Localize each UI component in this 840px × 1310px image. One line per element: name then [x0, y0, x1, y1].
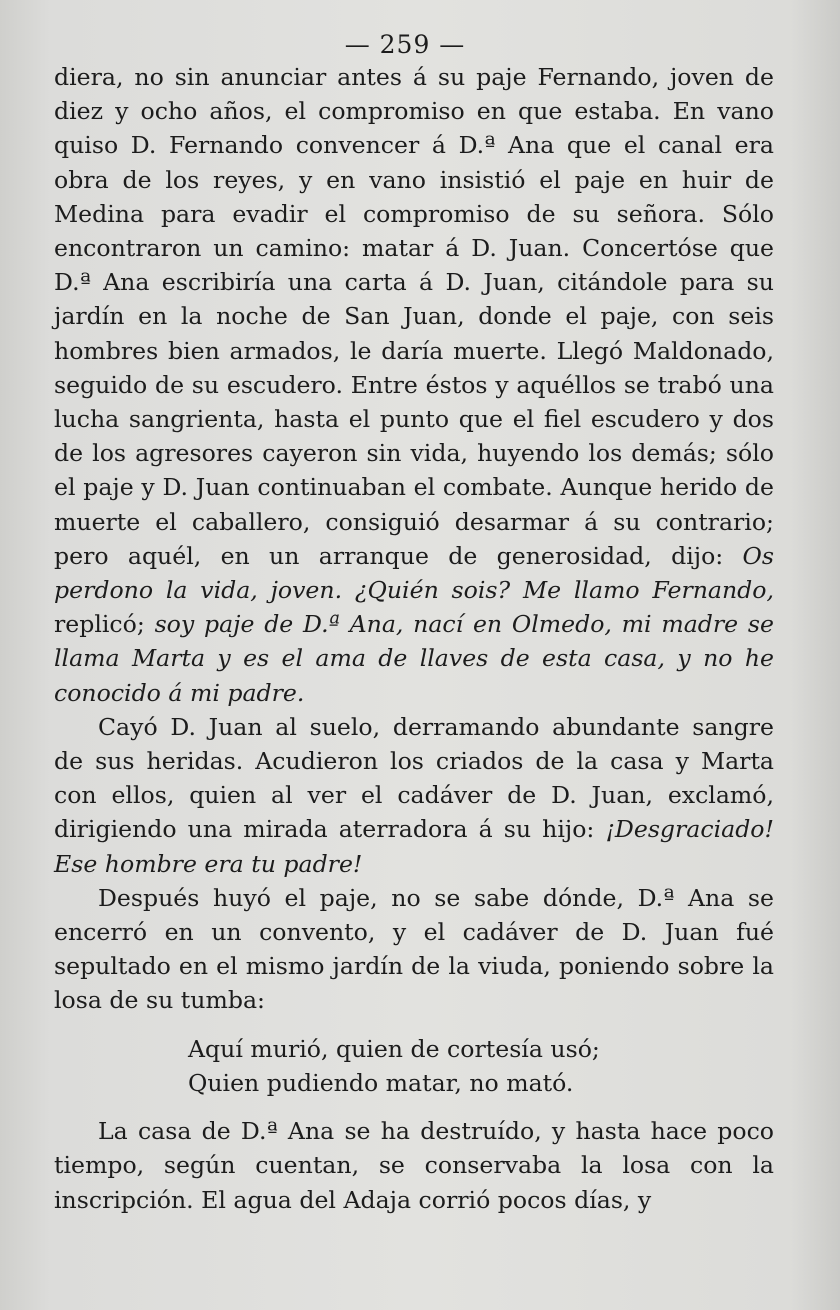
paragraph-1-text: diera, no sin anunciar antes á su paje Fernando, joven de diez y ocho años, el compromiso en que estaba. En vano quiso D. Fernando convencer á D.ª Ana que el canal era obra de los reyes, y en vano insistió el paje en huir de Medina para evadir el compromiso de su señora. Sólo encontraron un camino: matar á D. Juan. Concertóse que D.ª Ana escribiría una carta á D. Juan, citándole para su jardín en la noche de San Juan, donde el paje, con seis hombres bien armados, le daría muerte. Llegó Maldonado, seguido de su escudero. Entre éstos y aquéllos se trabó una lucha sangrienta, hasta el punto que el fiel escudero y dos de los agresores cayeron sin vida, huyendo los demás; sólo el paje y D. Juan continuaban el combate. Aunque herido de muerte el caballero, consiguió desarmar á su contrario; pero aquél, en un arranque de generosidad, dijo:: [54, 63, 774, 570]
paragraph-3: Después huyó el paje, no se sabe dónde, D.ª Ana se encerró en un convento, y el cadáver de D. Juan fué sepultado en el mismo jardín de la viuda, poniendo sobre la losa de su tumba:: [54, 883, 774, 1015]
verse-line-2: Quien pudiendo matar, no mató.: [188, 1068, 574, 1097]
page-number: — 259 —: [344, 30, 466, 59]
verse-line-1: Aquí murió, quien de cortesía usó;: [188, 1034, 600, 1063]
exclamation-italic: ¡Desgraciado! Ese hombre era tu padre!: [54, 815, 774, 878]
paragraph-2-text: Cayó D. Juan al suelo, derramando abundante sangre de sus heridas. Acudieron los criados de la casa y Marta con ellos, quien al ver el cadáver de D. Juan, exclamó, dirigiendo una mirada aterradora á su hijo:: [54, 712, 774, 844]
paragraph-1: [54, 60, 774, 710]
epitaph-verse: [188, 1032, 774, 1100]
body-text: [54, 60, 774, 1217]
paragraph-4: La casa de D.ª Ana se ha destruído, y hasta hace poco tiempo, según cuentan, se conservaba la losa con la inscripción. El agua del Adaja corrió pocos días, y: [54, 1117, 774, 1214]
paragraph-1-mid-text: replicó;: [54, 610, 155, 639]
paragraph-2: [54, 710, 774, 881]
dialogue-italic-3: soy paje de D.ª Ana, nací en Olmedo, mi madre se llama Marta y es el ama de llaves de esta casa, y no he conocido á mi padre.: [54, 610, 774, 707]
dialogue-italic-1: Os perdono la vida, joven. ¿Quién sois?: [54, 541, 774, 605]
dialogue-italic-2: Me llamo Fernando,: [522, 576, 774, 605]
